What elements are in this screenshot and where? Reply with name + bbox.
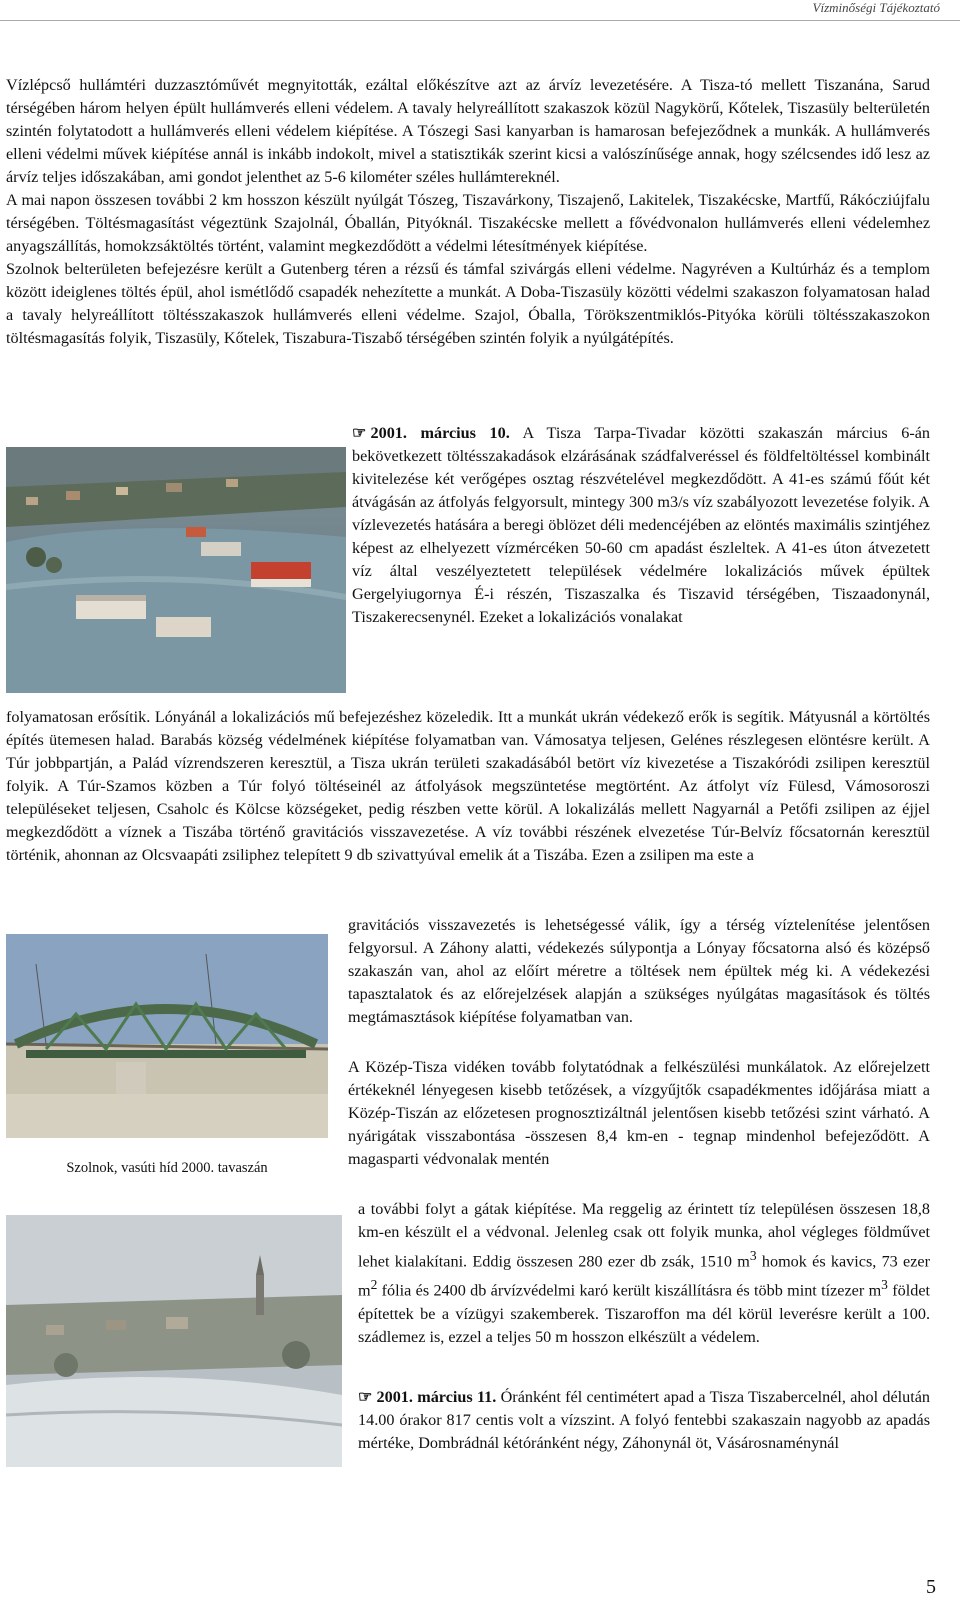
date-heading-march11: 2001. március 11. (376, 1388, 497, 1406)
page-number: 5 (926, 1576, 936, 1598)
text-part-c: fólia és 2400 db árvízvédelmi karó került kiszállításra és több mint tízezer m (377, 1281, 882, 1300)
march11-body: Óránként fél centimétert apad a Tisza Tiszabercelnél, ahol délután 14.00 órakor 817 centis volt a vízszint. A folyó fentebbi szakaszain nagyobb az apadás mértéke, Dombrádnál kétóránként négy, Záhonynál öt, Vásárosnaménynál (358, 1388, 931, 1452)
paragraph-3: Szolnok belterületen befejezésre került a Gutenberg téren a rézsű és támfal szivárgás elleni védelme. Nagyréven a Kultúrház és a templom között ideiglenes töltés épül, ahol ismétlődő csapadék nehezítette a munkát. A Doba-Tiszasüly közötti védelmi szakaszon folyamatosan halad a tavaly helyreállított töltésszakaszok hullámverés elleni védelme. Szajol, Óballa, Törökszentmiklós-Pityóka körüli töltésszakaszokon töltésmagasítás folyik, Tiszasüly, Kőtelek, Tiszabura-Tiszabő térségében szintén folyik a nyúlgátépítés. (6, 260, 930, 347)
header-rule (0, 20, 960, 21)
paragraph-1: Vízlépcső hullámtéri duzzasztóművét megnyitották, ezáltal előkészítve azt az árvíz levezetésére. A Tisza-tó mellett Tiszanána, Sarud térségében három helyen épült hullámverés elleni védelem. A tavaly helyreállított szakaszok közül Nagykörű, Kőtelek, Tiszasüly belterületén szintén folytatodott a hullámverés elleni védelem kiépítése. A Tószegi Sasi kanyarban is hamarosan befejeződnek a munkák. A hullámverés elleni védelmi művek kiépítése annál is inkább indokolt, mivel a statisztikák szerint kicsi a valószínűsége annak, hogy szélcsendes idő lesz az árvíz teljes időszakában, ami gondot jelenthet az 5-6 kilométer széles hullámtereknél. (6, 76, 930, 186)
hand-pointer-icon: ☞ (358, 1388, 373, 1406)
march10-right-text-2: gravitációs visszavezetés is lehetségessé válik, így a térség víztelenítése jelentősen felgyorsul. A Záhony alatti, védekezés súlypontja a Lónyay főcsatorna alsó és középső szakaszán van, ahol az előírt méretre a töltések nem épültek még ki. A védekezési tapasztalatok és az előrejelzések alapján a szükséges nyúlgátas magasítások és töltés megtámasztások kiépítése folyamatban van. (348, 916, 930, 1026)
march11-text (358, 1386, 930, 1455)
photo-caption: Szolnok, vasúti híd 2000. tavaszán (66, 1160, 268, 1176)
text-part-d: földet építettek be a vízügyi szakemberek. Tiszaroffon ma dél körül leverésre került a 100. szádlemez is, ezzel a teljes 50 m hosszon elkészült a védelem. (358, 1281, 930, 1346)
text-part-b: homok és kavics, 73 ezer m (358, 1252, 930, 1300)
sup-3: 3 (749, 1248, 757, 1263)
date-heading-march10: 2001. március 10. (370, 424, 510, 442)
railway-bridge-photo (6, 934, 328, 1138)
flooded-town-photo (6, 1215, 342, 1467)
body-text-top (6, 74, 930, 350)
march10-full-text: folyamatosan erősítik. Lónyánál a lokalizációs mű befejezéshez közeledik. Itt a munkát ukrán védekező erők is segítik. Mátyusnál a körtöltés építés ütemesen halad. Barabás község védelmének kiépítése folyamatban van. Vámosatya teljesen, Gelénes részlegesen elöntésre került. A Túr jobbpartján, a Palád vízrendszeren keresztül, a Tisza ukrán területi szakadásából betört víz kivezetése a Tiszakóródi zsilipen keresztül folyik. A Túr-Szamos közben a Túr folyó töltéseinél az átfolyások megszüntetése megtörtént. Az átfolyt víz Fülesd, Vámosoroszi településeket teljesen, Csaholc és Kölcse községeket, pedig részben vette körül. A lokalizálás mellett Nagyarnál a Petőfi zsilipen az éjjel megkezdődött a víznek a Tiszába történő gravitációs visszavezetése. A víz további részének elvezetése Túr-Belvíz főcsatornán keresztül történik, ahonnan az Olcsvaapáti zsiliphez telepített 9 db szivattyúval emelik át a Tiszába. Ezen a zsilipen ma este a (6, 708, 930, 864)
text-part-a: a további folyt a gátak kiépítése. Ma reggelig az érintett tíz településen összesen 18,8 km-en készült el a védvonal. Jelenleg csak ott folyik munka, ahol végleges földművet lehet kialakítani. Eddig összesen 280 ezer db zsák, 1510 m (358, 1200, 930, 1271)
march10-right-text-3: A Közép-Tisza vidéken tovább folytatódnak a felkészülési munkálatok. Az előrejelzett értékeknél lényegesen kisebb tetőzések, a vízgyűjtők csapadékmentes időjárása miatt a Közép-Tiszán az előzetesen prognosztizáltnál jelentősen kisebb tetőzési szint várható. A nyárigátak visszabontása -összesen 8,4 km-en - tegnap mindenhol befejeződött. A magasparti védvonalak mentén (348, 1058, 930, 1168)
sup-2: 2 (370, 1277, 378, 1293)
sup-3b: 3 (881, 1277, 888, 1293)
hand-pointer-icon: ☞ (352, 424, 367, 442)
paragraph-2: A mai napon összesen további 2 km hosszon készült nyúlgát Tószeg, Tiszavárkony, Tiszajenő, Lakitelek, Tiszakécske, Martfű, Rákócziújfalu térségében. Töltésmagasítást végeztünk Szajolnál, Óballán, Pityóknál. Tiszakécske mellett a fővédvonalon hullámverés elleni védelemhez anyagszállítás, homokzsáktöltés történt, valamint megkezdődött a védelmi létesítmények kiépítése. (6, 191, 930, 255)
running-header: Vízminőségi Tájékoztató (812, 0, 940, 15)
march10-right-text-4 (358, 1198, 930, 1349)
flood-aerial-photo (6, 447, 346, 693)
march10-text: A Tisza Tarpa-Tivadar közötti szakaszán március 6-án bekövetkezett töltésszakadások elzárásának szádfalveréssel és földfeltöltéssel kombinált kivitelezése két verőgépes osztag részvételével megkezdődött. A 41-es számú főút két átvágásán az átfolyás felgyorsult, mintegy 300 m3/s víz szabályozott levezetése folyik. A vízlevezetés hatására a beregi öblözet déli medencéjében az elöntés maximális szintjéhez képest az elhelyezett vízmércéken 50-60 cm apadást észleltek. A 41-es úton átvezetett víz által veszélyeztetett települések védelmére lokalizációs művek épültek Gergelyiugornya É-i részén, Tiszaszalka és Tiszavid térségében, Tiszaadonynál, Tiszakerecsenynél. Ezeket a lokalizációs vonalakat (352, 424, 930, 626)
march10-right-text (352, 422, 930, 629)
